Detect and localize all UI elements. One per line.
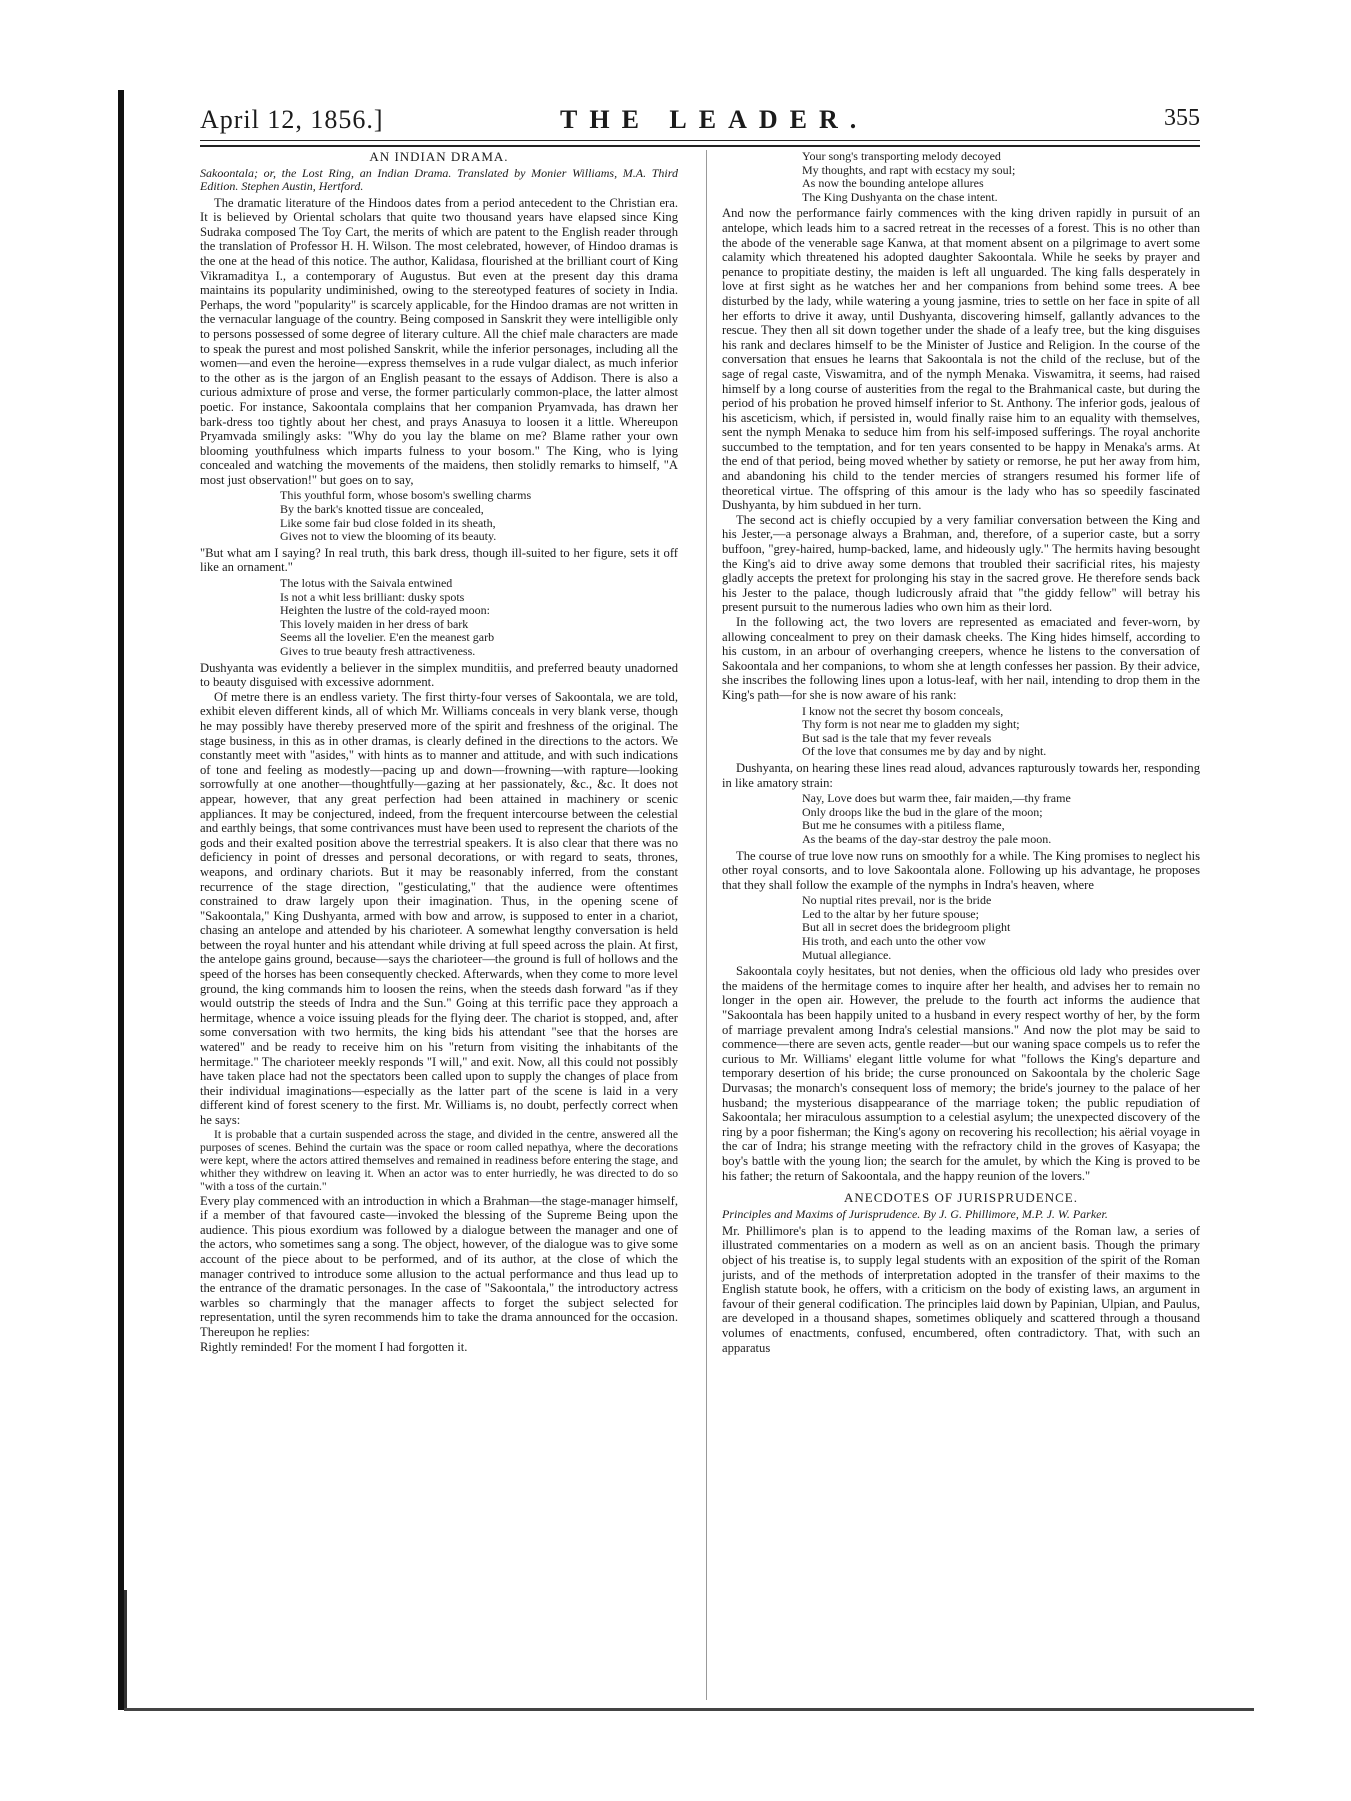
verse-block [802, 894, 1200, 962]
verse-line: This youthful form, whose bosom's swelling charms [280, 488, 532, 503]
paragraph: Every play commenced with an introduction in which a Brahman—the stage-manager himself, if a member of that favoured caste—invoked the blessing of the Supreme Being upon the audience. This pious exordium was followed by a dialogue between the manager and one of the actors, who sometimes sang a song. The object, however, of the dialogue was to give some account of the piece about to be performed, and of its author, at the close of which the manager contrived to introduce some allusion to the actual performance and thus lead up to the entrance of the dramatic personages. In the case of "Sakoontala," the introductory actress warbles so charmingly that the manager affects to forget the subject selected for representation, until the syren recommends him to take the drama announced for the occasion. Thereupon he replies: [200, 1193, 678, 1339]
paragraph: "But what am I saying? In real truth, this bark dress, though ill-suited to her figure, sets it off like an ornament." [200, 545, 678, 575]
paragraph: The dramatic literature of the Hindoos dates from a period antecedent to the Christian era. It is believed by Oriental scholars that quite two thousand years have elapsed since King Sudraka composed The Toy Cart, the merits of which are patent to the English reader through the translation of Professor H. H. Wilson. The most celebrated, however, of Hindoo dramas is the one at the head of this notice. The author, Kalidasa, flourished at the brilliant court of King Vikramaditya I., a contemporary of Augustus. But even at the present day this drama maintains its popularity undiminished, owing to the stereotyped features of society in India. Perhaps, the word "popularity" is scarcely applicable, for the Hindoo dramas are not written in the vernacular language of the country. Being composed in Sanskrit they were intelligible only to persons possessed of some degree of literary culture. All the chief male characters are made to speak the purest and most polished Sanskrit, while the inferior personages, including all the women—and even the heroine—express themselves in a rude vulgar dialect, as much inferior to the other as is the jargon of an English peasant to the essays of Addison. There is also a curious admixture of prose and verse, the former particularly common-place, the latter almost poetic. For instance, Sakoontala complains that her companion Pryamvada, has drawn her bark-dress too tightly about her chest, and prays Anasuya to loosen it a little. Whereupon Pryamvada smilingly asks: "Why do you lay the blame on me? Blame rather your own blooming youthfulness which imparts fulness to your bosom." The King, who is lying concealed and watching the movements of the maidens, then stolidly remarks to himself, "A most just observation!" but goes on to say, [200, 195, 678, 487]
page-header [200, 105, 1200, 135]
verse-line: The King Dushyanta on the chase intent. [802, 189, 998, 204]
verse-line: By the bark's knotted tissue are concealed, [280, 502, 484, 517]
verse-line: But sad is the tale that my fever reveals [802, 730, 992, 745]
verse-line: But me he consumes with a pitiless flame, [802, 818, 1005, 833]
paragraph: The course of true love now runs on smoothly for a while. The King promises to neglect his other royal consorts, and to love Sakoontala alone. Following up his advantage, he proposes that they shall follow the example of the nymphs in Indra's heaven, where [722, 848, 1200, 892]
verse-line: This lovely maiden in her dress of bark [280, 616, 469, 631]
verse-line: I know not the secret thy bosom conceals, [802, 703, 1004, 718]
verse-line: His troth, and each unto the other vow [802, 934, 986, 949]
page-number: 355 [1164, 105, 1200, 131]
paragraph: Of metre there is an endless variety. The first thirty-four verses of Sakoontala, we are told, exhibit eleven different kinds, all of which Mr. Williams conceals in very blank verse, though he may possibly have thereby preserved more of the spirit and freshness of the original. The stage business, in this as in other dramas, is clearly defined in the directions to the actors. We constantly meet with "asides," with hints as to manner and attitude, and with such indications of tone and feeling as modestly—pacing up and down—frowning—with rapture—looking sorrowfully at one another—thoughtfully—gazing at her passionately, &c., &c. It does not appear, however, that any great perfection had been attained in machinery or scenic appliances. It may be conjectured, indeed, from the frequent intercourse between the celestial and earthly beings, that some contrivances must have been used to represent the chariots of the gods and their exalted position above the terrestrial speakers. It is also clear that there was no deficiency in point of dresses and personal decorations, or with regard to seats, thrones, weapons, and ordinary chariots. But it may be reasonably inferred, from the constant recurrence of the stage direction, "gesticulating," that the audience were oftentimes constrained to draw largely upon their imagination. Thus, in the opening scene of "Sakoontala," King Dushyanta, armed with bow and arrow, is supposed to enter in a chariot, chasing an antelope and attended by his charioteer. A somewhat lengthy conversation is held between the royal hunter and his attendant while driving at full speed across the plain. At first, the antelope gains ground, because—says the charioteer—the ground is full of hollows and the speed of the horses has been consequently checked. Afterwards, when they come to more level ground, the king commands him to loosen the reins, when the steeds dash forward "as if they would outstrip the steeds of Indra and the Sun." Going at this terrific pace they approach a hermitage, whence a voice issuing pleads for the flying deer. The chariot is stopped, and, after some conversation with two hermits, the king bids his attendant "see that the horses are watered" and be ready to receive him on his "return from visiting the inhabitants of the hermitage." The charioteer meekly responds "I will," and exit. Now, all this could not possibly have taken place had not the spectators been called upon to supply the changes of place from their individual imaginations—especially as the latter part of the scene is laid in a very different kind of forest scenery to the first. Mr. Williams is, no doubt, perfectly correct when he says: [200, 689, 678, 1127]
verse-line: Is not a whit less brilliant: dusky spots [280, 589, 465, 604]
verse-line: The lotus with the Saivala entwined [280, 576, 453, 591]
verse-line: Your song's transporting melody decoyed [802, 149, 1001, 163]
verse-line: Of the love that consumes me by day and by night. [802, 744, 1047, 759]
paragraph: In the following act, the two lovers are represented as emaciated and fever-worn, by allowing concealment to prey on their damask cheeks. The King hides himself, according to his custom, in an arbour of overhanging creepers, whence he listens to the conversation of Sakoontala and her companions, to whom she at length confesses her passion. By their advice, she inscribes the following lines upon a lotus-leaf, with her nail, intending to drop them in the King's path—for she is now aware of his rank: [722, 615, 1200, 702]
verse-line: But all in secret does the bridegroom plight [802, 920, 1011, 935]
verse-line: Nay, Love does but warm thee, fair maiden,—thy frame [802, 791, 1071, 806]
verse-line: Only droops like the bud in the glare of the moon; [802, 804, 1043, 819]
verse-block [802, 705, 1200, 759]
header-date: April 12, 1856.] [200, 105, 384, 134]
article-headline: ANECDOTES OF JURISPRUDENCE. [844, 1190, 1078, 1206]
verse-line: No nuptial rites prevail, nor is the bride [802, 893, 992, 908]
verse-line: Mutual allegiance. [802, 947, 892, 962]
right-column [722, 150, 1200, 1355]
paragraph: Dushyanta, on hearing these lines read aloud, advances rapturously towards her, responding in like amatory strain: [722, 760, 1200, 790]
paragraph: Dushyanta was evidently a believer in the simplex munditiis, and preferred beauty unadorned to beauty disguised with excessive adornment. [200, 660, 678, 690]
paragraph: Rightly reminded! For the moment I had forgotten it. [200, 1339, 468, 1354]
article-headline: AN INDIAN DRAMA. [369, 149, 509, 164]
verse-line: As the beams of the day-star destroy the pale moon. [802, 831, 1052, 846]
newspaper-title: THE LEADER. [560, 105, 869, 134]
article-byline: Principles and Maxims of Jurisprudence. By J. G. Phillimore, M.P. J. W. Parker. [722, 1206, 1108, 1221]
page-bottom-rule [124, 1708, 1254, 1711]
header-rule [200, 140, 1200, 147]
paragraph: The second act is chiefly occupied by a very familiar conversation between the King and his Jester,—a personage always a Brahman, and, therefore, of a superior caste, but a sorry buffoon, "grey-haired, hump-backed, lame, and hideously ugly." The hermits having besought the King's aid to drive away some demons that troubled their sacrificial rites, his majesty gladly accepts the pretext for prolonging his stay in the sacred grove. He therefore sends back his Jester to the palace, though ludicrously afraid that "the giddy fellow" will betray his present pursuit to the numerous ladies who own him as their lord. [722, 512, 1200, 615]
verse-line: Like some fair bud close folded in its sheath, [280, 515, 496, 530]
verse-line: Led to the altar by her future spouse; [802, 906, 979, 921]
page-binding-shadow [124, 1590, 127, 1710]
verse-block [802, 150, 1200, 204]
page-binding-edge [118, 90, 124, 1710]
verse-line: Heighten the lustre of the cold-rayed moon: [280, 603, 490, 618]
verse-block [280, 489, 678, 543]
paragraph: Mr. Phillimore's plan is to append to the leading maxims of the Roman law, a series of illustrated commentaries on a modern as well as on an ancient basis. Though the primary object of his treatise is, to supply legal students with an exposition of the spirit of the Roman jurists, and of the methods of interpretation adopted in the transfer of their maxims to the English statute book, he offers, with a criticism on the body of existing laws, an argument in favour of their general codification. The principles laid down by Papinian, Ulpian, and Paulus, are developed in a thousand shapes, sometimes obliquely and scattered through a thousand volumes of enactments, confused, encumbered, often contradictory. That, with such an apparatus [722, 1223, 1200, 1355]
verse-line: My thoughts, and rapt with ecstacy my soul; [802, 162, 1016, 177]
quoted-paragraph: It is probable that a curtain suspended across the stage, and divided in the centre, answered all the purposes of scenes. Behind the curtain was the space or room called nepathya, where the decorations were kept, where the actors attired themselves and remained in readiness before entering the stage, and whither they withdrew on leaving it. When an actor was to enter hurriedly, he was directed to do so "with a toss of the curtain." [200, 1127, 678, 1194]
paragraph: And now the performance fairly commences with the king driven rapidly in pursuit of an antelope, which leads him to a sacred retreat in the recesses of a forest. This is no other than the abode of the venerable sage Kanwa, at that moment absent on a pilgrimage to avert some calamity which threatened his adopted daughter Sakoontala. While he seeks by prayer and penance to propitiate destiny, the maiden is left all unguarded. The king falls desperately in love at first sight as he watches her and her companions from behind some trees. A bee disturbed by the lady, while watering a young jasmine, tries to settle on her face in spite of all her efforts to drive it away, until Dushyanta, discovering himself, gallantly advances to the rescue. They then all sit down together under the shade of a leafy tree, but the king disguises his rank and declares himself to be the Minister of Justice and Religion. In the course of the conversation that ensues he learns that Sakoontala is not the child of the recluse, but of the sage of regal caste, Viswamitra, and of the nymph Menaka. Viswamitra, it seems, had raised himself by a long course of austerities from the regal to the Brahmanical caste, but during the period of his probation he proved himself inferior to St. Anthony. The inferior gods, jealous of his asceticism, which, if persisted in, would finally raise him to an equality with themselves, sent the nymph Menaka to seduce him from his self-imposed sufferings. The royal anchorite succumbed to the temptation, and for ten years consented to be happy in Menaka's arms. At the end of that period, being moved whether by satiety or remorse, he put her away from him, and abandoning his child to the tender mercies of strangers resumed his former life of theoretical virtue. The offspring of this amour is the lady who has so speedily fascinated Dushyanta, by him subdued in her turn. [722, 206, 1200, 513]
verse-block [280, 577, 678, 659]
article-byline: Sakoontala; or, the Lost Ring, an Indian Drama. Translated by Monier Williams, M.A. Third Edition. Stephen Austin, Hertford. [200, 165, 678, 193]
verse-line: As now the bounding antelope allures [802, 176, 984, 191]
verse-line: Gives to true beauty fresh attractiveness. [280, 644, 476, 658]
verse-line: Thy form is not near me to gladden my sight; [802, 717, 1020, 732]
column-divider [706, 150, 707, 1700]
verse-line: Seems all the lovelier. E'en the meanest garb [280, 630, 495, 645]
left-column [200, 150, 678, 1354]
verse-block [802, 792, 1200, 846]
paragraph: Sakoontala coyly hesitates, but not denies, when the officious old lady who presides over the maidens of the hermitage comes to inquire after her health, and advises her to remain no longer in the open air. However, the prelude to the fourth act informs the audience that "Sakoontala has been happily united to a husband in every respect worthy of her, by the form of marriage prevalent among Indra's celestial mansions." And now the plot may be said to commence—there are seven acts, gentle reader—but our waning space compels us to refer the curious to Mr. Williams' elegant little volume for what "follows the King's departure and temporary desertion of his bride; the curse pronounced on Sakoontala by the choleric Sage Durvasas; the monarch's consequent loss of memory; the bride's journey to the palace of her husband; the mysterious disappearance of the marriage token; the public repudiation of Sakoontala; her miraculous assumption to a celestial asylum; the unexpected discovery of the ring by a poor fisherman; the King's agony on recovering his recollection; his aërial voyage in the car of Indra; his strange meeting with the refractory child in the groves of Kasyapa; the boy's battle with the young lion; the search for the amulet, by which the King is proved to be his father; the return of Sakoontala, and the happy reunion of the lovers." [722, 964, 1200, 1183]
verse-line: Gives not to view the blooming of its beauty. [280, 529, 497, 544]
